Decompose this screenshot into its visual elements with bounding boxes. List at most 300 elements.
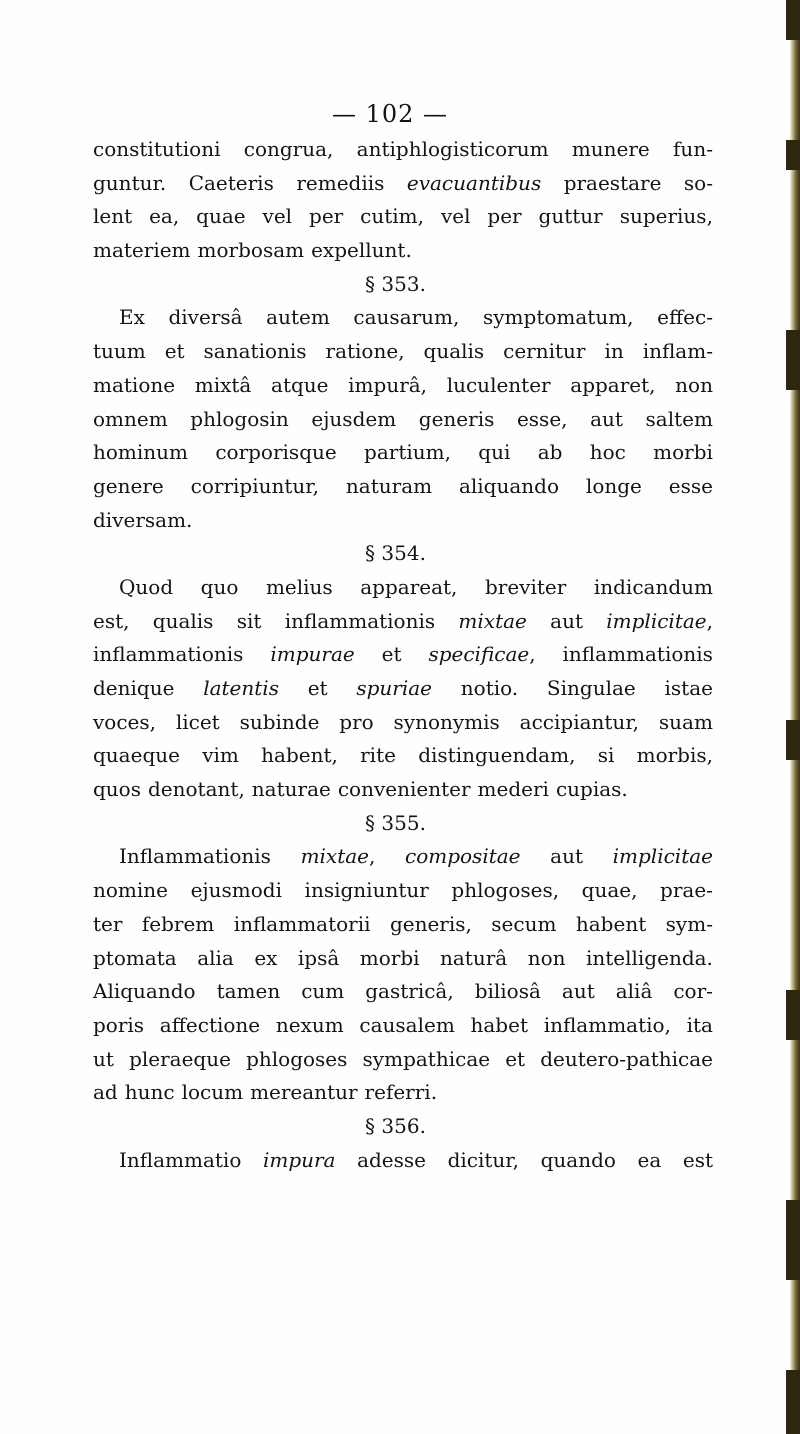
- word-part: hoc: [589, 440, 626, 465]
- word-part: corripiuntur,: [190, 473, 320, 498]
- word: [266, 301, 330, 335]
- word: [93, 773, 141, 807]
- word-part: subinde: [239, 709, 320, 734]
- word: [195, 369, 252, 403]
- word-part: breviter: [484, 574, 567, 599]
- word-part: et: [164, 339, 185, 364]
- word: [263, 1144, 336, 1178]
- word-part: fun-: [673, 137, 713, 161]
- page-edge-mark: [786, 1200, 800, 1280]
- word: [538, 436, 563, 470]
- word: [657, 301, 713, 335]
- word: [646, 403, 713, 437]
- word: [683, 1144, 713, 1178]
- word-part: hominum: [93, 440, 189, 465]
- word: [407, 167, 541, 201]
- word-part: habet: [470, 1012, 528, 1037]
- word: [448, 1144, 519, 1178]
- word: [201, 571, 239, 605]
- word-part: qualis: [423, 339, 485, 364]
- word-part: morbi: [653, 440, 713, 465]
- word-part: aut: [590, 406, 623, 431]
- word-part: synonymis: [393, 709, 500, 734]
- word-part: distinguendam,: [418, 743, 576, 768]
- word-part: ,: [706, 608, 713, 633]
- word: [326, 335, 405, 369]
- word: [556, 773, 628, 807]
- word: [165, 335, 185, 369]
- word-part: ea: [637, 1147, 662, 1172]
- word-part: tamen: [216, 979, 281, 1004]
- word: [360, 739, 396, 773]
- word-part: antiphlogisticorum: [356, 137, 549, 161]
- word: [305, 874, 429, 908]
- word-part: longe: [585, 473, 642, 498]
- word: [93, 739, 180, 773]
- text-line: [93, 436, 713, 470]
- word-part: guntur.: [93, 170, 167, 195]
- word-part: qui: [478, 440, 511, 465]
- word-part: causarum,: [353, 305, 460, 330]
- word: [93, 975, 196, 1009]
- word-part: denotant,: [148, 777, 245, 802]
- word: [520, 706, 639, 740]
- word-part: et: [505, 1046, 526, 1071]
- body-text: [93, 133, 713, 1177]
- word-part: inflam-: [642, 339, 713, 364]
- word: [190, 403, 289, 437]
- word-part: pleraeque: [129, 1046, 231, 1071]
- italic-word: mixtae: [300, 844, 369, 869]
- word: [660, 874, 713, 908]
- word-part: generis: [418, 406, 495, 431]
- text-line: [93, 1043, 713, 1077]
- word: [271, 369, 328, 403]
- word: [687, 1009, 713, 1043]
- word-part: ab: [537, 440, 563, 465]
- word: [503, 335, 585, 369]
- word-part: ,: [529, 642, 536, 667]
- word: [471, 1009, 528, 1043]
- word: [119, 571, 173, 605]
- word: [478, 773, 549, 807]
- word: [547, 672, 636, 706]
- word-part: praestare: [563, 170, 662, 195]
- word-part: istae: [664, 676, 713, 700]
- text-line: [93, 975, 713, 1009]
- word-part: ratione,: [325, 339, 405, 364]
- word-part: locum: [181, 1080, 244, 1105]
- word: [360, 942, 420, 976]
- word: [517, 403, 568, 437]
- word: [424, 335, 485, 369]
- word: [198, 234, 305, 268]
- text-line: [93, 739, 713, 773]
- word: [339, 706, 373, 740]
- word: [129, 1043, 231, 1077]
- word-part: sit: [236, 608, 262, 633]
- word: [485, 571, 566, 605]
- italic-word: implicitae: [612, 844, 713, 869]
- word-part: tuum: [93, 339, 146, 364]
- section-heading: [93, 1110, 713, 1144]
- word-part: morbi: [359, 945, 420, 970]
- word-part: saltem: [645, 406, 713, 431]
- word: [250, 1076, 357, 1110]
- word: [93, 908, 122, 942]
- word: [240, 706, 320, 740]
- word-part: impurâ,: [348, 372, 428, 397]
- word: [353, 301, 459, 335]
- word: [93, 1009, 144, 1043]
- word-part: quaeque: [93, 743, 180, 768]
- word-part: appareat,: [360, 574, 458, 599]
- word-part: genere: [93, 473, 164, 498]
- text-line: [93, 133, 713, 167]
- word: [93, 470, 164, 504]
- word: [594, 571, 713, 605]
- word-part: § 353.: [365, 271, 426, 296]
- word: [643, 335, 713, 369]
- word: [360, 200, 424, 234]
- word-part: phlogoses,: [451, 878, 560, 903]
- word-part: congrua,: [243, 137, 334, 161]
- word-part: Ex: [119, 305, 145, 330]
- word-part: apparet,: [570, 372, 656, 397]
- word-part: causalem: [359, 1012, 455, 1037]
- word-part: sympathicae: [362, 1046, 491, 1071]
- text-line: [93, 840, 713, 874]
- word: [93, 638, 243, 672]
- word-part: diversâ: [168, 305, 243, 330]
- word: [666, 908, 713, 942]
- word: [365, 268, 426, 302]
- italic-word: compositae: [405, 844, 521, 869]
- word: [252, 773, 331, 807]
- word: [550, 605, 583, 639]
- word-part: gastricâ,: [365, 979, 454, 1004]
- word-part: ea,: [149, 204, 180, 229]
- word: [483, 301, 634, 335]
- word-part: luculenter: [446, 372, 551, 397]
- word-part: mixtâ: [194, 372, 252, 397]
- text-line: [93, 1144, 713, 1178]
- word-part: materiem: [93, 238, 191, 263]
- word: [217, 975, 281, 1009]
- word-part: ejusmodi: [190, 878, 282, 903]
- word: [405, 840, 521, 874]
- word: [301, 975, 344, 1009]
- word: [93, 403, 168, 437]
- word-part: vim: [202, 743, 239, 768]
- word-part: effec-: [657, 305, 713, 330]
- word: [478, 436, 510, 470]
- word: [261, 739, 338, 773]
- word: [541, 1144, 616, 1178]
- word: [562, 975, 595, 1009]
- word: [564, 167, 662, 201]
- word: [311, 403, 396, 437]
- word-part: inflammatio,: [543, 1012, 671, 1037]
- word-part: esse,: [516, 406, 568, 431]
- word-part: superius,: [619, 204, 713, 229]
- word: [93, 1076, 118, 1110]
- text-line: [93, 234, 713, 268]
- word-part: non: [675, 372, 713, 397]
- word-part: intelligenda.: [585, 945, 713, 970]
- word-part: vel: [262, 204, 293, 229]
- word: [153, 605, 214, 639]
- text-line: [93, 504, 713, 538]
- page-edge-mark: [786, 140, 800, 170]
- word-part: accipiantur,: [519, 709, 640, 734]
- word: [119, 840, 271, 874]
- word-part: so-: [683, 170, 713, 195]
- word: [428, 638, 535, 672]
- word-part: Quod: [119, 574, 174, 599]
- word-part: affectione: [159, 1012, 261, 1037]
- word-part: mederi: [477, 777, 549, 802]
- word-part: cernitur: [503, 339, 586, 364]
- word: [544, 1009, 671, 1043]
- word-part: esse: [668, 473, 713, 498]
- text-line: [93, 167, 713, 201]
- word: [576, 908, 646, 942]
- word-part: cum: [301, 979, 345, 1004]
- word: [586, 942, 713, 976]
- word: [563, 638, 713, 672]
- word: [149, 200, 179, 234]
- word: [298, 942, 339, 976]
- word: [276, 1009, 344, 1043]
- word: [93, 167, 166, 201]
- word: [270, 638, 354, 672]
- word: [338, 773, 471, 807]
- word: [382, 638, 402, 672]
- word-part: est: [682, 1147, 713, 1172]
- word: [359, 1009, 454, 1043]
- word-part: phlogoses: [246, 1046, 348, 1071]
- word-part: inflammationis: [284, 608, 436, 633]
- word: [301, 840, 376, 874]
- word: [684, 167, 713, 201]
- word-part: ut: [93, 1046, 114, 1071]
- word-part: aliâ: [615, 979, 653, 1004]
- word-part: quae,: [581, 878, 638, 903]
- word-part: nomine: [93, 878, 168, 903]
- word-part: Singulae: [546, 676, 636, 700]
- word-part: nexum: [275, 1012, 344, 1037]
- text-line: [93, 200, 713, 234]
- word: [93, 133, 221, 167]
- word-part: aut: [550, 844, 583, 869]
- word: [528, 942, 566, 976]
- text-line: [93, 908, 713, 942]
- word: [582, 874, 638, 908]
- word: [550, 840, 583, 874]
- italic-word: mixtae: [458, 608, 527, 633]
- text-line: [93, 301, 713, 335]
- word-part: cupias.: [555, 777, 628, 802]
- word-part: morbis,: [636, 743, 713, 768]
- word: [93, 672, 174, 706]
- text-line: [93, 638, 713, 672]
- word-part: naturâ: [440, 945, 508, 970]
- text-line: [93, 874, 713, 908]
- word: [653, 436, 713, 470]
- italic-word: impurae: [270, 642, 355, 667]
- word-part: denique: [93, 676, 175, 700]
- word-part: adesse: [357, 1147, 426, 1172]
- word: [93, 436, 188, 470]
- word: [365, 975, 453, 1009]
- italic-word: evacuantibus: [406, 170, 542, 195]
- word-part: biliosâ: [474, 979, 541, 1004]
- word: [365, 1110, 426, 1144]
- word: [148, 773, 245, 807]
- word-part: et: [307, 676, 328, 700]
- word: [197, 942, 234, 976]
- word: [93, 504, 192, 538]
- word: [659, 706, 713, 740]
- word: [191, 470, 319, 504]
- word: [419, 403, 495, 437]
- text-line: [93, 706, 713, 740]
- word-part: atque: [271, 372, 329, 397]
- word-part: guttur: [538, 204, 603, 229]
- word: [673, 133, 713, 167]
- text-line: [93, 571, 713, 605]
- word: [93, 1043, 114, 1077]
- word-part: prae-: [660, 878, 713, 903]
- word: [598, 739, 615, 773]
- word: [93, 369, 175, 403]
- word: [93, 234, 191, 268]
- text-line: [93, 470, 713, 504]
- word-part: naturam: [345, 473, 433, 498]
- word-part: cor-: [673, 979, 713, 1004]
- text-line: [93, 942, 713, 976]
- word: [246, 1043, 347, 1077]
- italic-word: latentis: [203, 676, 279, 700]
- word-part: § 356.: [365, 1113, 426, 1138]
- word-part: lent: [93, 204, 133, 229]
- text-line: [93, 369, 713, 403]
- italic-word: spuriae: [356, 676, 433, 700]
- page-edge-mark: [786, 720, 800, 760]
- word: [505, 1043, 525, 1077]
- word: [365, 1076, 438, 1110]
- word-part: vel: [440, 204, 471, 229]
- word: [237, 605, 262, 639]
- word-part: aut: [561, 979, 595, 1004]
- word: [586, 470, 642, 504]
- word: [365, 807, 426, 841]
- word: [675, 369, 713, 403]
- word-part: quae: [196, 204, 246, 229]
- word-part: dicitur,: [447, 1147, 520, 1172]
- word: [613, 840, 713, 874]
- text-line: [93, 403, 713, 437]
- word-part: sanationis: [203, 339, 307, 364]
- word-part: quos: [93, 777, 141, 802]
- word: [356, 672, 432, 706]
- word-part: ex: [254, 945, 278, 970]
- word: [539, 200, 603, 234]
- word-part: inflammatorii: [233, 911, 371, 936]
- word: [363, 1043, 491, 1077]
- word-part: qualis: [152, 608, 214, 633]
- word: [204, 335, 307, 369]
- word-part: habent: [575, 911, 647, 936]
- word: [202, 739, 239, 773]
- word-part: generis,: [389, 911, 472, 936]
- word: [394, 706, 500, 740]
- word: [365, 537, 426, 571]
- word-part: insigniuntur: [304, 878, 429, 903]
- section-heading: [93, 807, 713, 841]
- word: [447, 369, 551, 403]
- word: [142, 908, 214, 942]
- word: [119, 301, 145, 335]
- word: [176, 706, 220, 740]
- word-part: § 354.: [365, 541, 426, 566]
- word: [93, 706, 156, 740]
- word: [390, 908, 472, 942]
- word-part: habent,: [261, 743, 338, 768]
- word-part: inflammationis: [93, 642, 244, 667]
- word-part: ptomata: [93, 945, 177, 970]
- word: [182, 1076, 243, 1110]
- word: [254, 942, 277, 976]
- word: [119, 1144, 241, 1178]
- text-line: [93, 605, 713, 639]
- word: [637, 739, 713, 773]
- italic-word: impura: [262, 1147, 336, 1172]
- word: [638, 1144, 662, 1178]
- word: [604, 335, 623, 369]
- word-part: remediis: [296, 170, 385, 195]
- word-part: partium,: [364, 440, 451, 465]
- word-part: et: [381, 642, 402, 667]
- word-part: § 355.: [365, 810, 426, 835]
- word: [590, 403, 623, 437]
- word-part: febrem: [141, 911, 215, 936]
- word-part: ejusdem: [311, 406, 397, 431]
- word-part: suam: [658, 709, 713, 734]
- word: [189, 167, 274, 201]
- word-part: Inflammationis: [119, 844, 271, 869]
- word: [669, 470, 713, 504]
- word-part: mereantur: [250, 1080, 358, 1105]
- word-part: morbosam: [197, 238, 305, 263]
- word: [620, 200, 713, 234]
- page-edge-mark: [786, 0, 800, 40]
- word-part: Aliquando: [93, 979, 196, 1004]
- section-heading: [93, 537, 713, 571]
- word: [93, 200, 132, 234]
- word-part: aliquando: [458, 473, 560, 498]
- word: [475, 975, 541, 1009]
- word-part: secum: [491, 911, 557, 936]
- word: [348, 369, 427, 403]
- word-part: per: [309, 204, 344, 229]
- italic-word: specificae: [428, 642, 530, 667]
- word-part: autem: [266, 305, 330, 330]
- word: [160, 1009, 260, 1043]
- word-part: inflammationis: [562, 642, 713, 667]
- word: [441, 200, 471, 234]
